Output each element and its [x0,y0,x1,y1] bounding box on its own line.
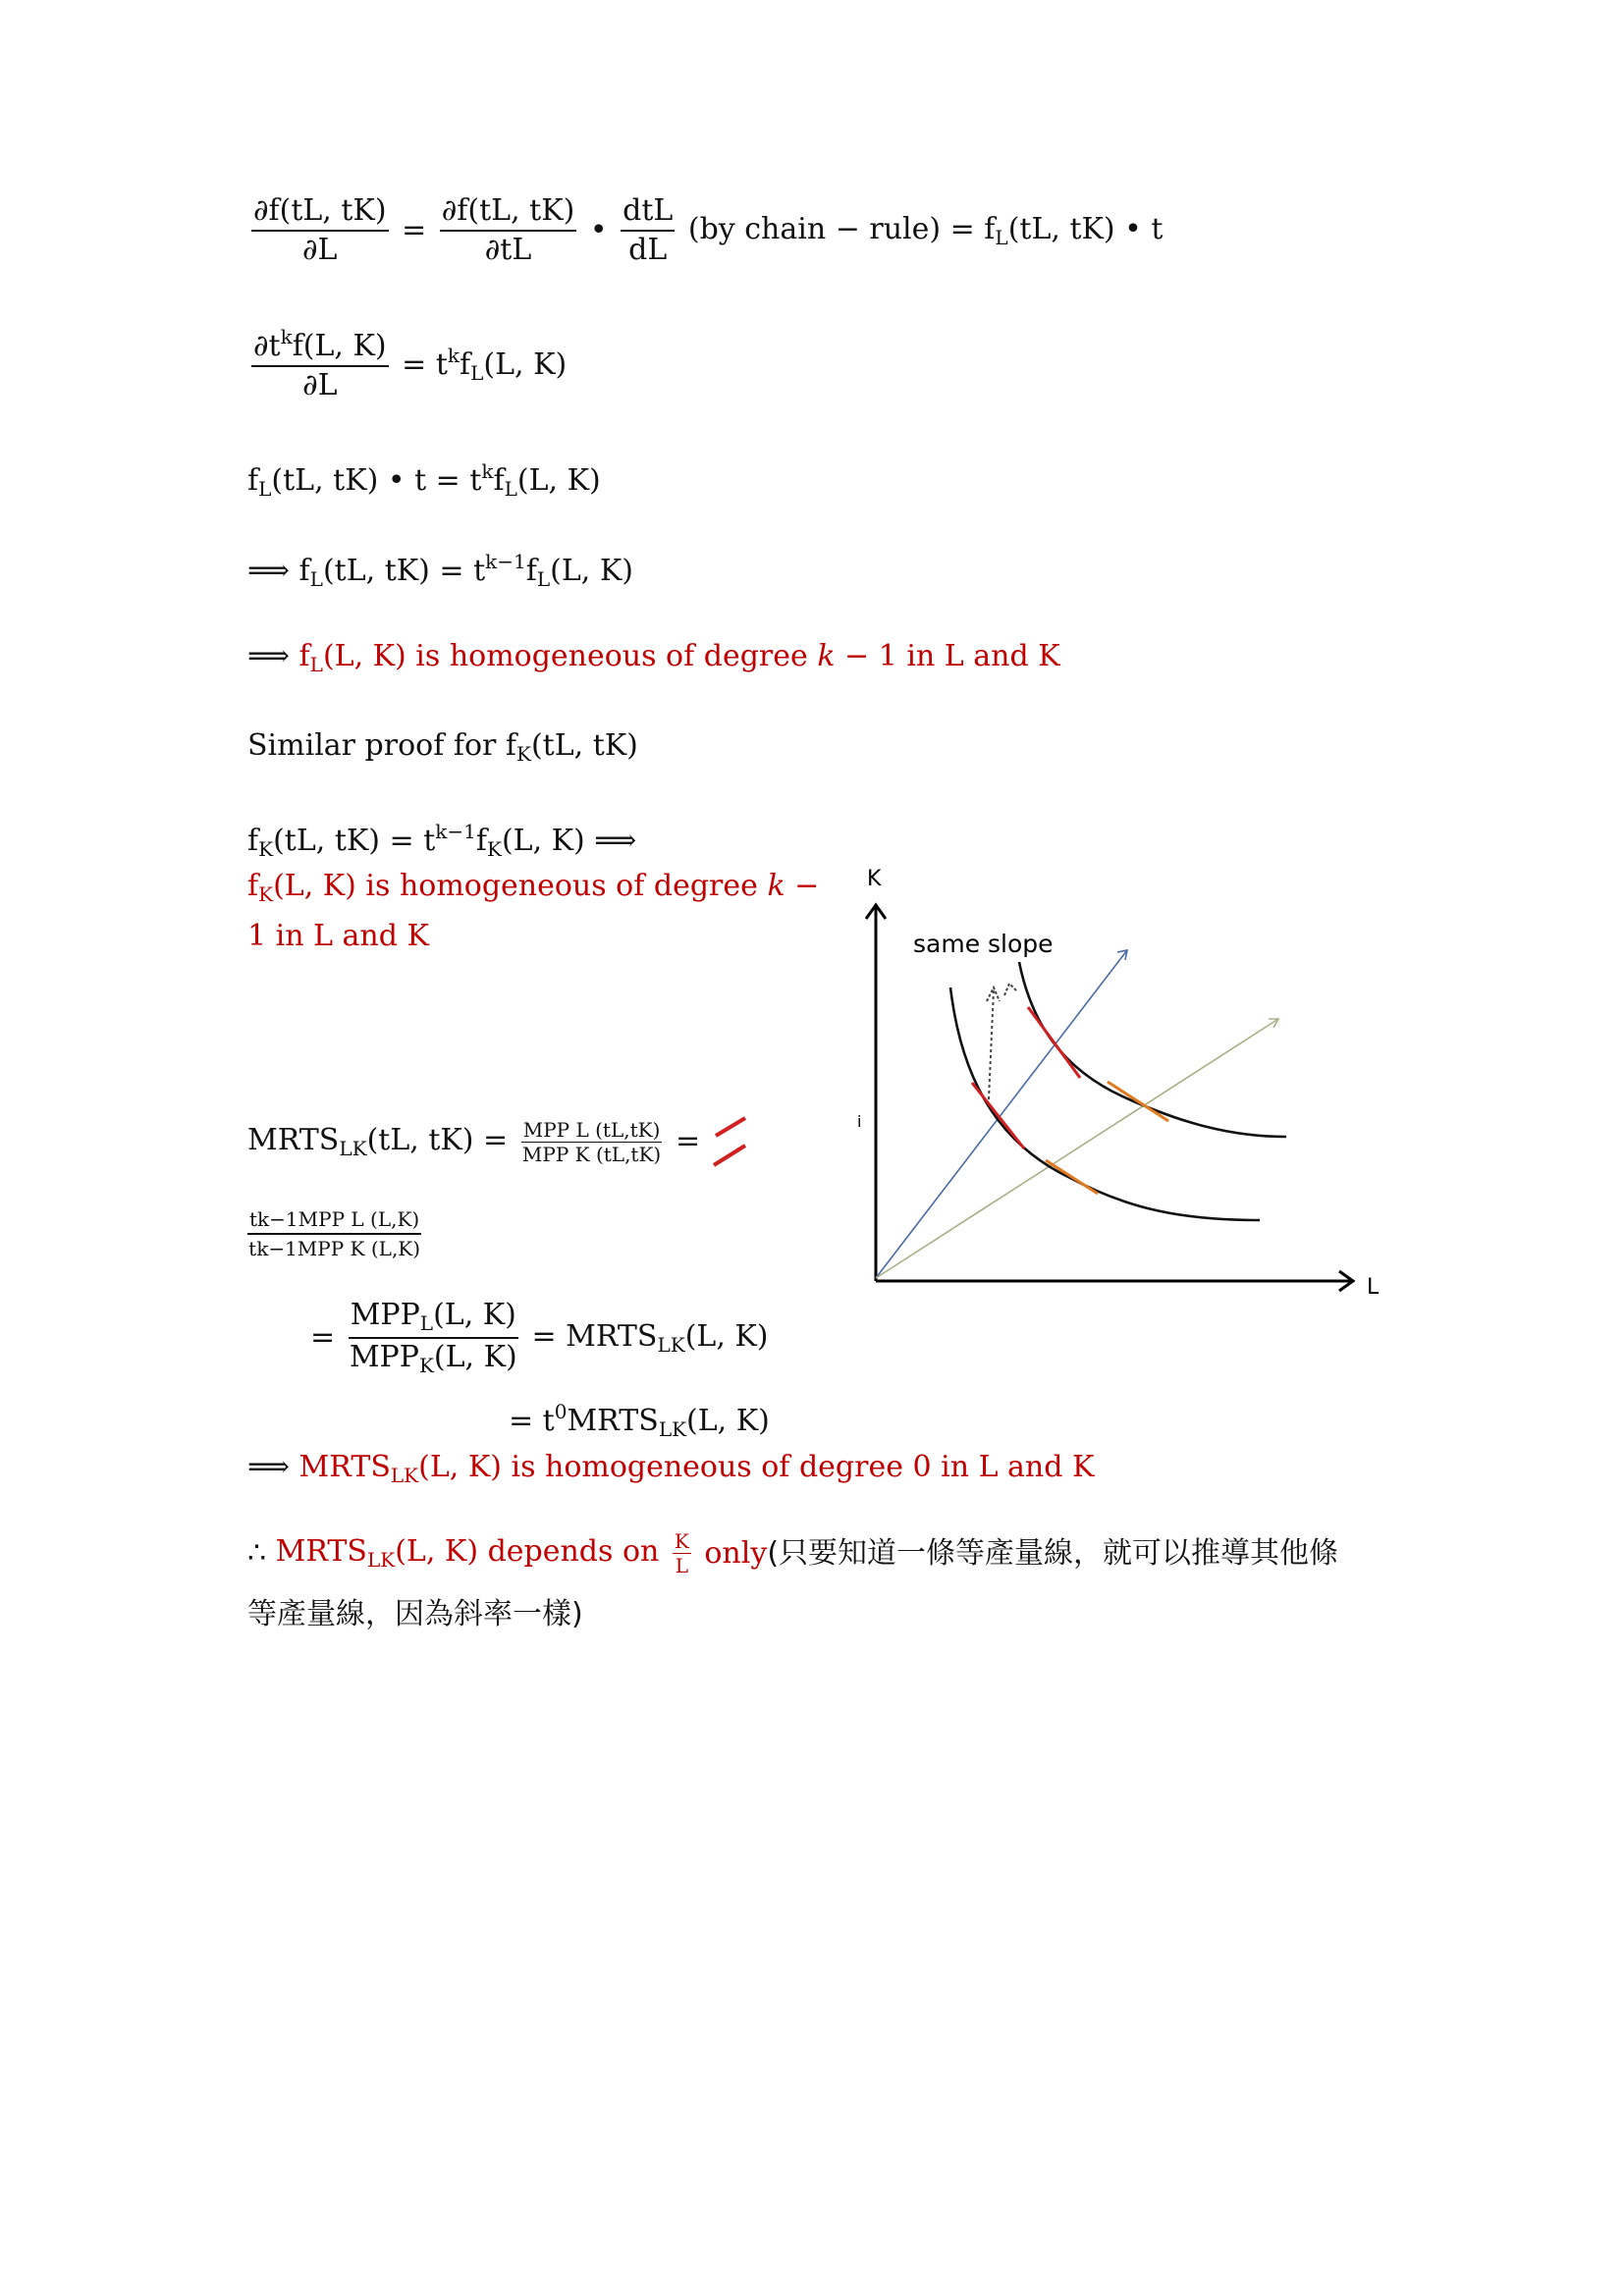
equation-equate [247,461,601,499]
fraction-mid-den: ∂tL [484,233,532,267]
rhs-tail: (tL, tK) • t [1007,211,1164,246]
similar-tail: (tL, tK) [530,728,638,763]
mrts3-rhs [531,1318,769,1357]
ray-steep [876,950,1127,1278]
fraction-mid-num: ∂f(tL, tK) [440,196,577,232]
chinese-note-line1: (只要知道一條等產量線，就可以推導其他條 [767,1535,1339,1571]
mrts4-sub: LK [658,1417,687,1441]
eq7-k: k [767,869,785,903]
fraction-derivative [621,193,675,267]
conclusion-b: (L, K) depends on [395,1534,660,1569]
rhs-sup: k [447,343,460,367]
mrts5-a: MRTS [298,1450,391,1484]
same-slope-label: same slope [913,930,1054,958]
eq6-c: f [475,824,487,858]
conclusion-fk-cont: 1 in L and K [247,919,429,953]
ray-shallow-arrowhead [1269,1019,1278,1028]
rhs-a: = t [402,347,448,382]
mrts5-b: (L, K) is homogeneous of degree 0 in L and K [418,1450,1095,1484]
stray-mark: i [857,1112,862,1131]
mrts3-den-sub: K [418,1354,434,1377]
eq5-a: f [298,639,310,673]
final-conclusion [247,1531,1338,1575]
x-axis-label: L [1367,1275,1380,1300]
mrts4-b: MRTS [567,1404,659,1438]
tangent-red-low [972,1083,1024,1148]
eq3-sup: k [481,459,494,483]
mrts3-fraction [349,1298,518,1377]
mrts-lhs [247,1122,509,1160]
isoquant-diagram [844,854,1394,1306]
mrts3-num-sub: L [419,1311,434,1335]
num-b: f(L, K) [292,329,387,363]
red-slope-marks [710,1112,759,1171]
equation-homogeneity [247,327,567,400]
eq4-sup: k−1 [485,550,526,573]
eq6-d: (L, K) ⟹ [501,824,637,858]
eq6-sup: k−1 [435,820,476,843]
k-over-l-fraction [673,1531,691,1575]
eq4-b: (tL, tK) = t [322,554,486,588]
mrts1-sub: LK [339,1136,367,1160]
chinese-note-line2: 等產量線，因為斜率一樣) [247,1597,583,1631]
mrts3-num-a: MPP [350,1298,420,1332]
mrts-tk-den: tk−1MPP K (L,K) [248,1237,421,1260]
eq6-b: (tL, tK) = t [273,824,436,858]
fraction-homog-den: ∂L [302,368,338,402]
mrts1-a: MRTS [247,1122,340,1157]
fraction-derivative-den: dL [628,233,668,267]
mrts3-rhs-a: = MRTS [531,1318,658,1354]
rhs-sub: L [470,360,484,385]
eq3-c: f [493,463,505,498]
fraction-lhs [251,193,389,267]
k-over-l-num: K [674,1529,689,1553]
fraction-lhs-num: ∂f(tL, tK) [251,196,389,232]
eq7-sub: K [258,882,274,906]
eq6-sub1: K [258,837,274,861]
mrts-tk-frac [247,1209,421,1258]
rhs-sub: L [995,225,1008,249]
fraction-derivative-num: dtL [621,196,675,232]
eq4-sub2: L [536,567,551,591]
eq4-c: f [525,554,537,588]
fraction-lhs-den: ∂L [302,233,338,267]
shift-arrow-head-2 [1004,984,1017,995]
mrts1-b: (tL, tK) = [366,1122,509,1157]
eq6-sub2: K [486,837,502,861]
mrts3-eq: = [310,1320,336,1355]
mrts-equation [247,1112,759,1171]
conclusion-only: only [704,1535,768,1571]
tangent-orange-low [1046,1160,1098,1194]
rhs-b: f [460,347,471,382]
rhs-c: (L, K) [483,347,568,382]
rhs-text: (by chain − rule) = f [687,211,996,246]
tangent-orange-high [1108,1082,1168,1121]
mrts4-c: (L, K) [686,1404,770,1438]
ray-shallow [876,1019,1278,1278]
mrts-tk-fraction [247,1209,425,1258]
dot-operator: • [589,213,608,247]
eq3-sub1: L [258,477,272,501]
mrts5-sub: LK [390,1464,419,1487]
mrts3-den [350,1339,517,1375]
conclusion-a: MRTS [275,1534,367,1569]
mrts3-num [349,1298,518,1339]
conclusion-fl-text [298,639,1060,676]
fraction-homog [251,327,389,400]
eq6-a: f [247,824,259,858]
conclusion-fl [247,639,1060,676]
red-mark-lower [714,1146,745,1165]
eq7-a: f [247,869,259,903]
eq7-b: (L, K) is homogeneous of degree [273,869,768,903]
conclusion-mrts [247,1450,1095,1487]
equals-sign: = [402,213,427,247]
eq4-sub1: L [309,567,323,591]
num-sup: k [280,325,293,348]
eq5-k: k [817,639,836,673]
isoquant-low [950,988,1260,1220]
mrts3-rhs-sub: LK [657,1332,685,1357]
tangent-red-high [1028,1007,1080,1078]
therefore-symbol: ∴ [247,1535,267,1571]
similar-text: Similar proof for f [247,728,516,763]
eq3-d: (L, K) [516,463,601,498]
shift-arrow-dotted [989,989,994,1099]
implies-arrow-mrts: ⟹ [247,1450,299,1484]
homog-rhs [402,343,568,385]
fraction-mid [440,193,577,267]
mrts-tk-num: tk−1MPP L (L,K) [247,1209,421,1235]
similar-proof [247,728,638,766]
similar-sub: K [516,742,531,766]
conclusion-mrts-text [298,1450,1095,1487]
mrts-simplified [310,1298,769,1377]
mrts-fraction [521,1117,663,1166]
conclusion-sub: LK [366,1548,396,1572]
mrts3-den-a: MPP [349,1340,419,1374]
mrts3-num-tail: (L, K) [433,1298,516,1332]
equation-fk [247,822,636,859]
eq5-c: − 1 in L and K [835,639,1060,673]
eq5-sub: L [309,653,323,676]
implies-arrow: ⟹ [247,639,299,673]
mrts4-sup: 0 [554,1400,568,1423]
mrts-fraction-den: MPP K (tL,tK) [521,1142,662,1166]
eq3-a: f [247,463,259,498]
eq3-sub2: L [504,477,517,501]
red-mark-upper [716,1118,745,1136]
eq3-b: (tL, tK) • t = t [271,463,482,498]
mrts-fraction-num: MPP L (tL,tK) [522,1117,661,1142]
mrts3-den-tail: (L, K) [433,1340,517,1374]
num-a: ∂t [253,329,281,363]
eq7-c: − [785,869,820,903]
eq4-d: (L, K) [550,554,633,588]
conclusion-fk [247,869,820,906]
y-axis-label: K [867,867,882,891]
equation-chain-rule [247,193,1164,267]
equation-result [247,552,633,589]
mrts3-rhs-tail: (L, K) [684,1318,769,1354]
mrts-equals: = [675,1124,701,1158]
mrts4-a: = t [509,1404,555,1438]
mrts-t0 [509,1402,770,1439]
chain-rule-rhs [687,211,1164,249]
fraction-homog-num [251,327,389,367]
eq5-b: (L, K) is homogeneous of degree [322,639,818,673]
final-conclusion-text [275,1534,660,1572]
k-over-l-den: L [675,1554,688,1577]
eq4-a: ⟹ f [247,554,310,588]
